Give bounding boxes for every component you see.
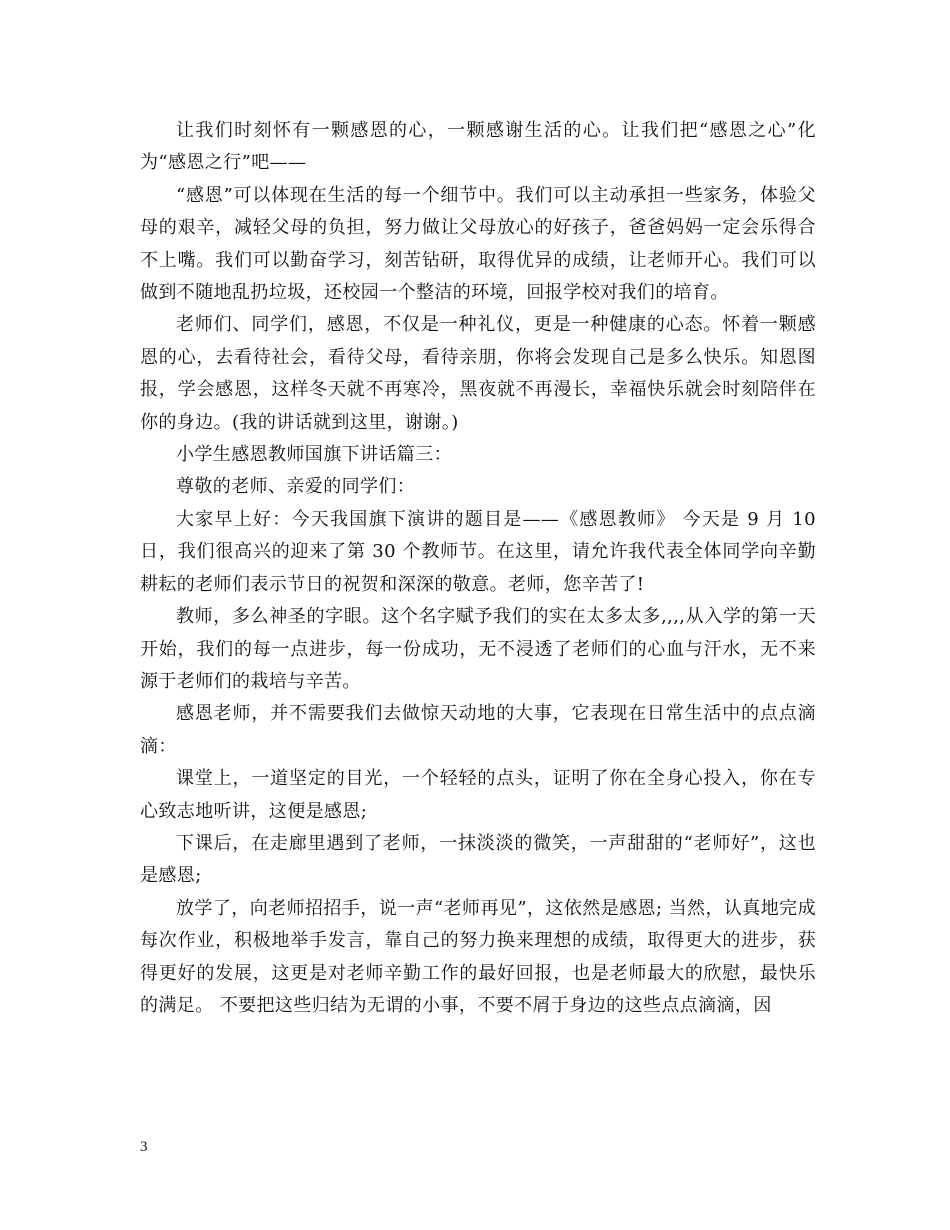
paragraph: “感恩”可以体现在生活的每一个细节中。我们可以主动承担一些家务，体验父母的艰辛，减轻父母的负担，努力做让父母放心的好孩子，爸爸妈妈一定会乐得合不上嘴。我们可以勤奋学习，刻苦钻研，取得优异的成绩，让老师开心。我们可以做到不随地乱扔垃圾，还校园一个整洁的环境，回报学校对我们的培育。	[140, 184, 816, 304]
paragraph: 下课后，在走廊里遇到了老师，一抹淡淡的微笑，一声甜甜的“老师好”，这也是感恩;	[140, 832, 816, 887]
paragraph: 让我们时刻怀有一颗感恩的心，一颗感谢生活的心。让我们把“感恩之心”化为“感恩之行”吧——	[140, 120, 816, 174]
salutation: 尊敬的老师、亲爱的同学们：	[176, 476, 416, 498]
paragraph: 课堂上，一道坚定的目光，一个轻轻的点头，证明了你在全身心投入，你在专心致志地听讲，这便是感恩;	[140, 768, 816, 822]
section-heading: 小学生感恩教师国旗下讲话篇三：	[176, 444, 452, 466]
paragraph: 大家早上好：今天我国旗下演讲的题目是——《感恩教师》 今天是 9 月 10 日，我们很高兴的迎来了第 30 个教师节。在这里，请允许我代表全体同学向辛勤耕耘的老师们表示节日的祝贺和深深的敬意。老师，您辛苦了!	[140, 508, 816, 595]
page-number: 3	[140, 1139, 148, 1155]
body-text	[140, 115, 816, 1022]
paragraph: 放学了，向老师招招手，说一声“老师再见”，这依然是感恩; 当然，认真地完成每次作业，积极地举手发言，靠自己的努力换来理想的成绩，取得更大的进步，获得更好的发展，这更是对老师辛勤工作的最好回报，也是老师最大的欣慰，最快乐的满足。 不要把这些归结为无谓的小事，不要不屑于身边的这些点点滴滴，因	[140, 897, 816, 1016]
paragraph: 老师们、同学们，感恩，不仅是一种礼仪，更是一种健康的心态。怀着一颗感恩的心，去看待社会，看待父母，看待亲朋，你将会发现自己是多么快乐。知恩图报，学会感恩，这样冬天就不再寒冷，黑夜就不再漫长，幸福快乐就会时刻陪伴在你的身边。(我的讲话就到这里，谢谢。)	[140, 314, 816, 433]
paragraph: 感恩老师，并不需要我们去做惊天动地的大事，它表现在日常生活中的点点滴滴：	[140, 703, 816, 757]
paragraph: 教师，多么神圣的字眼。这个名字赋予我们的实在太多太多,,,,从入学的第一天开始，我们的每一点进步，每一份成功，无不浸透了老师们的心血与汗水，无不来源于老师们的栽培与辛苦。	[140, 606, 816, 692]
